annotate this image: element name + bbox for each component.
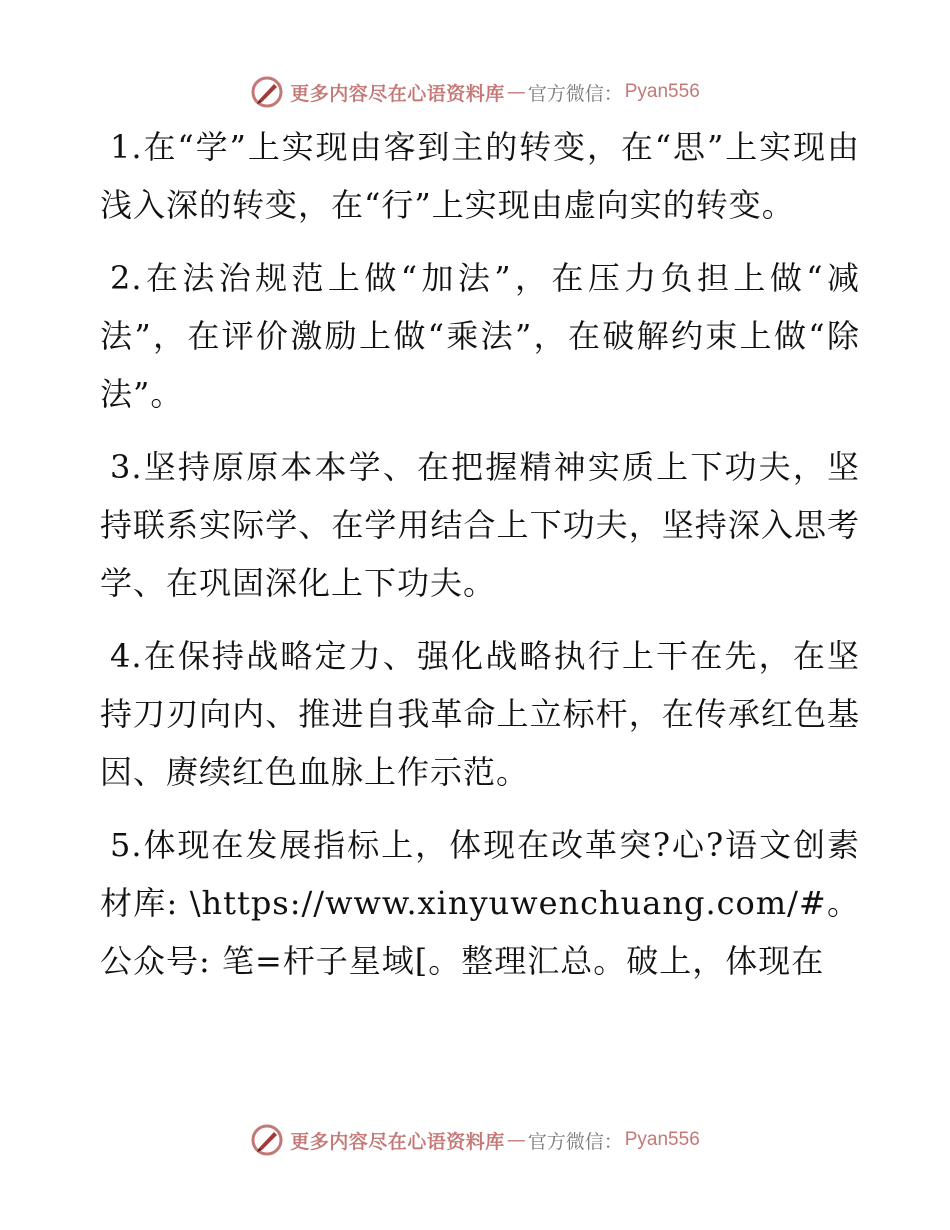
wechat-label: 官方微信： bbox=[527, 82, 623, 105]
quill-pen-logo-icon bbox=[250, 75, 284, 109]
footer-watermark-banner bbox=[0, 1120, 950, 1160]
wechat-id: Pyan556 bbox=[624, 1129, 700, 1150]
paragraph-5: 5.体现在发展指标上，体现在改革突?心?语文创素材库: \https://www.xinyuwenchuang.com/#。公众号: 笔=杆子星域[。整理汇总。破上，体现在 bbox=[100, 826, 860, 980]
wechat-label: 官方微信： bbox=[527, 1130, 623, 1153]
separator: — bbox=[506, 1129, 526, 1151]
paragraph-3: 3.坚持原原本本学、在把握精神实质上下功夫，坚持联系实际学、在学用结合上下功夫，坚持深入思考学、在巩固深化上下功夫。 bbox=[100, 448, 860, 602]
wechat-id: Pyan556 bbox=[624, 81, 700, 102]
header-watermark-banner bbox=[0, 72, 950, 112]
brand-text: 更多内容尽在心语资料库 bbox=[290, 1130, 505, 1153]
separator: — bbox=[506, 81, 526, 103]
paragraph-1: 1.在“学”上实现由客到主的转变，在“思”上实现由浅入深的转变，在“行”上实现由虚向实的转变。 bbox=[100, 128, 860, 224]
quill-pen-logo-icon bbox=[250, 1123, 284, 1157]
paragraph-2: 2.在法治规范上做“加法”，在压力负担上做“减法”，在评价激励上做“乘法”，在破解约束上做“除法”。 bbox=[100, 259, 860, 413]
paragraph-4: 4.在保持战略定力、强化战略执行上干在先，在坚持刀刃向内、推进自我革命上立标杆，在传承红色基因、赓续红色血脉上作示范。 bbox=[100, 637, 860, 791]
document-body bbox=[100, 118, 860, 1005]
brand-text: 更多内容尽在心语资料库 bbox=[290, 82, 505, 105]
